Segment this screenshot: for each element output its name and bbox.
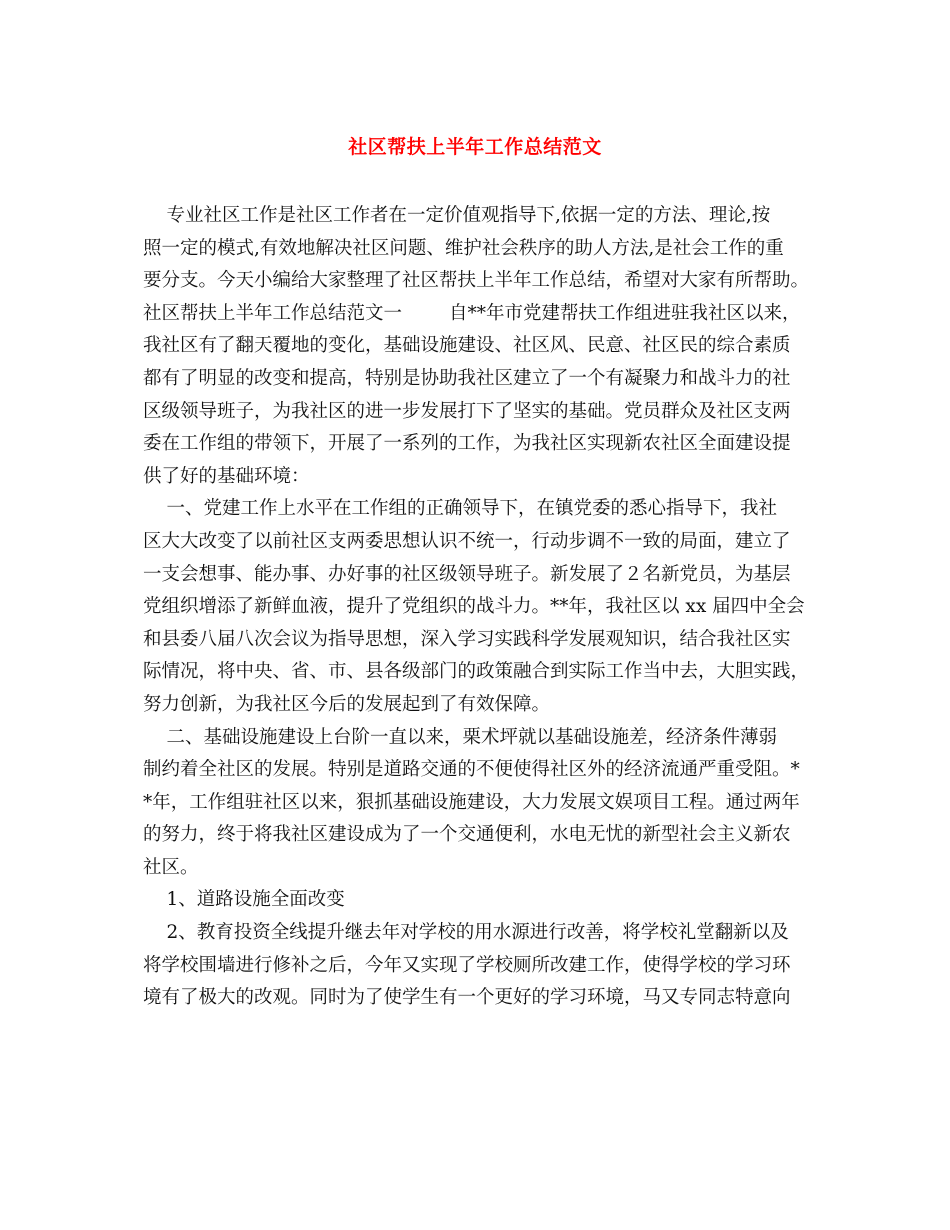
text-line: 努力创新，为我社区今后的发展起到了有效保障。 [143, 693, 551, 715]
text-line: 和县委八届八次会议为指导思想，深入学习实践科学发展观知识，结合我社区实 [143, 628, 791, 650]
text-line: 区级领导班子，为我社区的进一步发展打下了坚实的基础。党员群众及社区支两 [143, 400, 791, 422]
text-line: 2、教育投资全线提升继去年对学校的用水源进行改善，将学校礼堂翻新以及 [143, 922, 789, 944]
text-line: 一、党建工作上水平在工作组的正确领导下，在镇党委的悉心指导下，我社 [143, 498, 778, 520]
text-line: 党组织增添了新鲜血液，提升了党组织的战斗力。**年，我社区以 xx 届四中全会 [143, 596, 805, 618]
text-line: 我社区有了翻天覆地的变化，基础设施建设、社区风、民意、社区民的综合素质 [143, 335, 791, 357]
text-line: 1、道路设施全面改变 [143, 889, 345, 911]
document-title: 社区帮扶上半年工作总结范文 [348, 136, 602, 158]
text-line: 将学校围墙进行修补之后，今年又实现了学校厕所改建工作，使得学校的学习环 [143, 954, 791, 976]
text-line: 委在工作组的带领下，开展了一系列的工作，为我社区实现新农社区全面建设提 [143, 433, 791, 455]
text-line: 照一定的模式,有效地解决社区问题、维护社会秩序的助人方法,是社会工作的重 [143, 237, 784, 259]
text-line: 二、基础设施建设上台阶一直以来，栗术坪就以基础设施差，经济条件薄弱 [143, 726, 778, 748]
text-line: 一支会想事、能办事、办好事的社区级领导班子。新发展了２名新党员，为基层 [143, 563, 791, 585]
text-line: 专业社区工作是社区工作者在一定价值观指导下,依据一定的方法、理论,按 [143, 205, 771, 226]
document-body [143, 200, 815, 1015]
text-line: 社区。 [143, 856, 199, 878]
text-line: 供了好的基础环境： [143, 465, 310, 487]
text-line: 的努力，终于将我社区建设成为了一个交通便利，水电无忧的新型社会主义新农 [143, 824, 791, 846]
text-line: 境有了极大的改观。同时为了使学生有一个更好的学习环境，马又专同志特意向 [143, 987, 791, 1009]
text-line: 制约着全社区的发展。特别是道路交通的不便使得社区外的经济流通严重受阻。* [143, 759, 800, 781]
text-line: *年，工作组驻社区以来，狠抓基础设施建设，大力发展文娱项目工程。通过两年 [143, 791, 800, 813]
text-line: 际情况，将中央、省、市、县各级部门的政策融合到实际工作当中去，大胆实践， [143, 661, 810, 683]
text-line: 要分支。今天小编给大家整理了社区帮扶上半年工作总结，希望对大家有所帮助。 [143, 270, 810, 292]
text-line: 区大大改变了以前社区支两委思想认识不统一，行动步调不一致的局面，建立了 [143, 530, 791, 552]
text-line: 社区帮扶上半年工作总结范文一 自**年市党建帮扶工作组进驻我社区以来， [143, 302, 801, 324]
text-line: 都有了明显的改变和提高，特别是协助我社区建立了一个有凝聚力和战斗力的社 [143, 367, 791, 389]
